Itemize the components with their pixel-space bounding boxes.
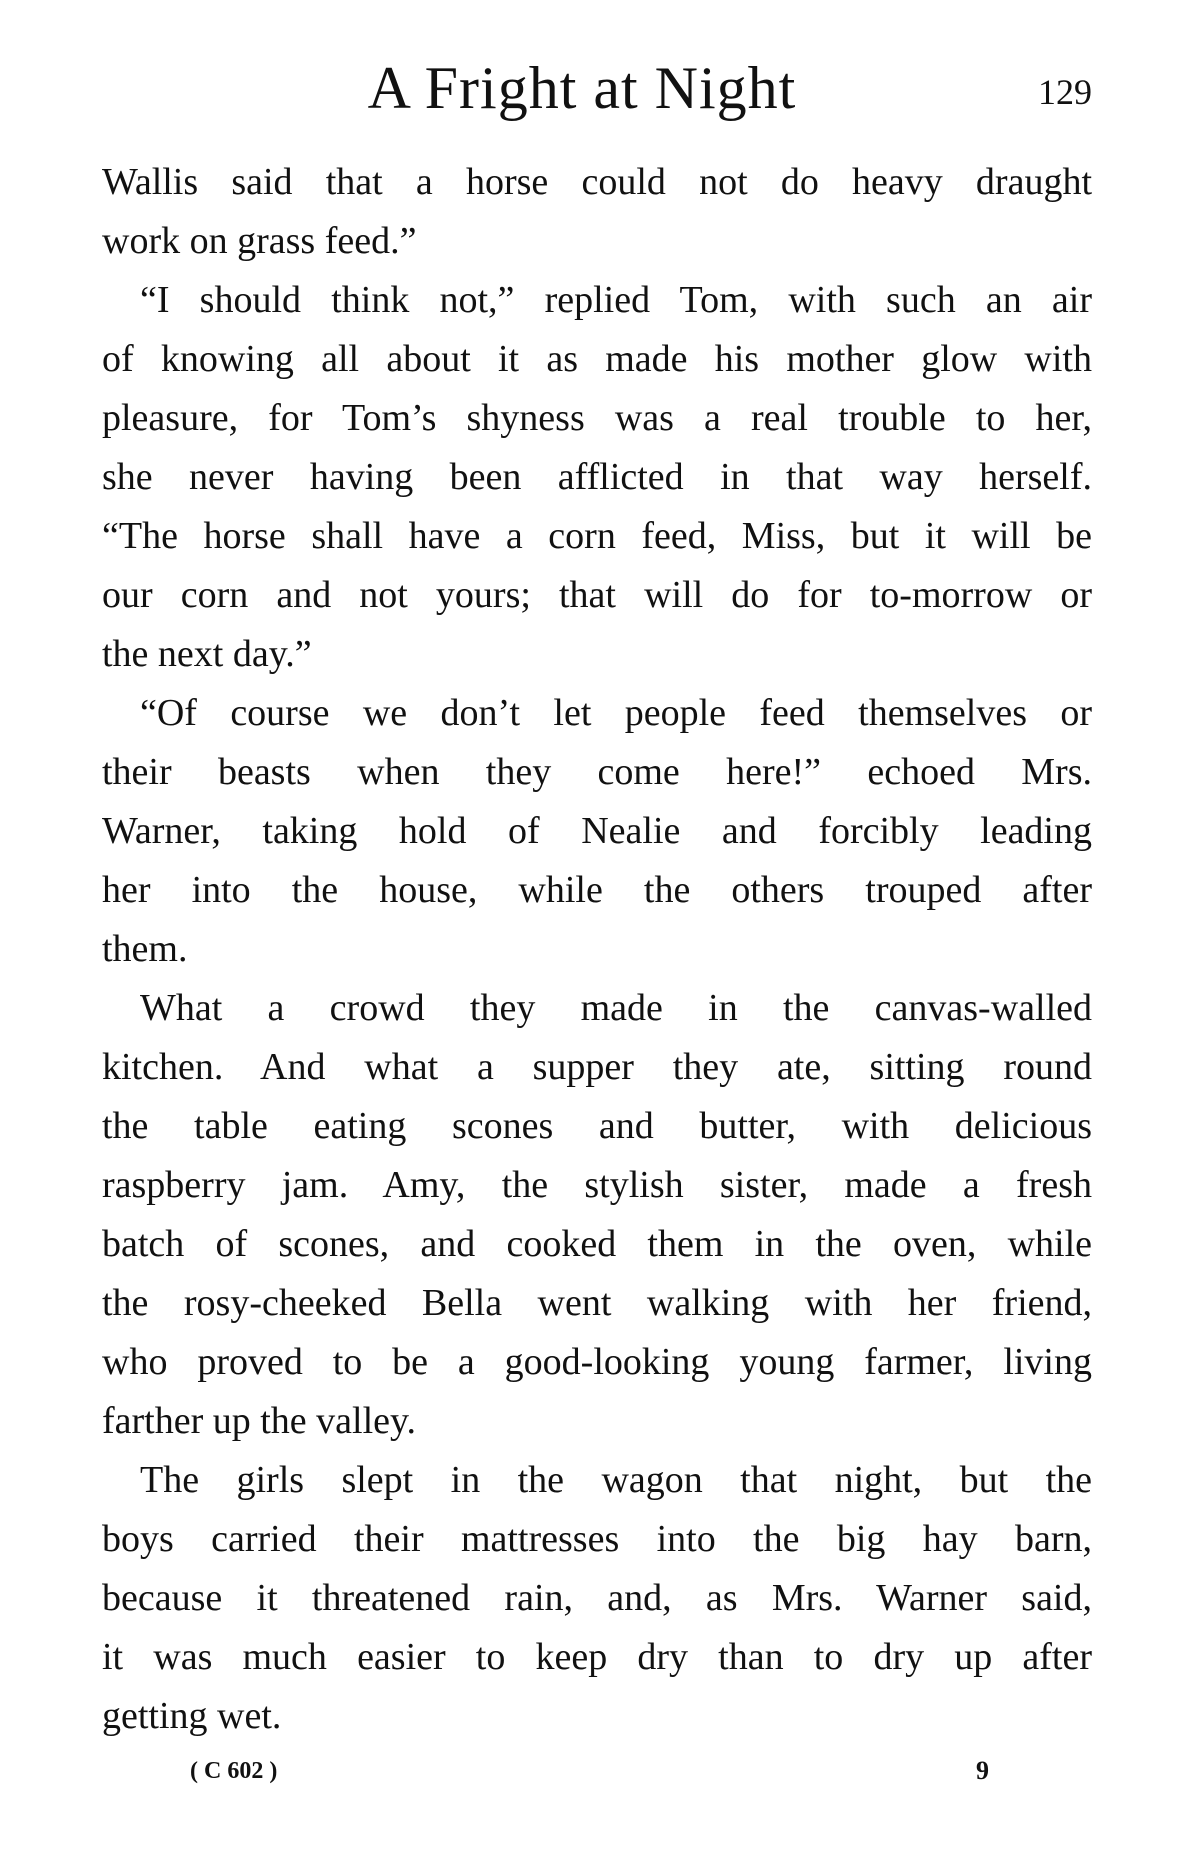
text-line: pleasure, for Tom’s shyness was a real trouble to her, [102, 397, 1092, 439]
text-line: What a crowd they made in the canvas-walled [140, 987, 1092, 1029]
text-line: getting wet. [102, 1695, 282, 1737]
text-line: Warner, taking hold of Nealie and forcibly leading [102, 810, 1092, 852]
text-line: it was much easier to keep dry than to dry up after [102, 1636, 1092, 1678]
sheet-number: 9 [976, 1756, 989, 1785]
text-line: of knowing all about it as made his mother glow with [102, 338, 1092, 380]
text-line: their beasts when they come here!” echoed Mrs. [102, 751, 1092, 793]
text-line: “I should think not,” replied Tom, with such an air [140, 279, 1092, 321]
text-line: the next day.” [102, 633, 312, 675]
text-line: “Of course we don’t let people feed themselves or [140, 692, 1092, 734]
text-line: our corn and not yours; that will do for to-morrow or [102, 574, 1092, 616]
text-line: them. [102, 928, 188, 970]
text-line: farther up the valley. [102, 1400, 417, 1442]
text-line: Wallis said that a horse could not do heavy draught [102, 161, 1092, 203]
text-line: boys carried their mattresses into the big hay barn, [102, 1518, 1092, 1560]
text-line: her into the house, while the others trouped after [102, 869, 1092, 911]
text-line: she never having been afflicted in that way herself. [102, 456, 1092, 498]
page-number: 129 [1038, 72, 1092, 112]
text-line: the table eating scones and butter, with delicious [102, 1105, 1092, 1147]
signature-mark: ( C 602 ) [190, 1758, 278, 1784]
text-line: work on grass feed.” [102, 220, 417, 262]
text-line: raspberry jam. Amy, the stylish sister, made a fresh [102, 1164, 1092, 1206]
text-line: “The horse shall have a corn feed, Miss, but it will be [102, 515, 1092, 557]
body-text [102, 153, 1092, 1746]
text-line: The girls slept in the wagon that night, but the [140, 1459, 1092, 1501]
text-line: because it threatened rain, and, as Mrs. Warner said, [102, 1577, 1092, 1619]
text-line: kitchen. And what a supper they ate, sitting round [102, 1046, 1092, 1088]
running-title: A Fright at Night [367, 55, 797, 121]
text-line: batch of scones, and cooked them in the oven, while [102, 1223, 1092, 1265]
text-line: who proved to be a good-looking young farmer, living [102, 1341, 1092, 1383]
text-line: the rosy-cheeked Bella went walking with her friend, [102, 1282, 1092, 1324]
